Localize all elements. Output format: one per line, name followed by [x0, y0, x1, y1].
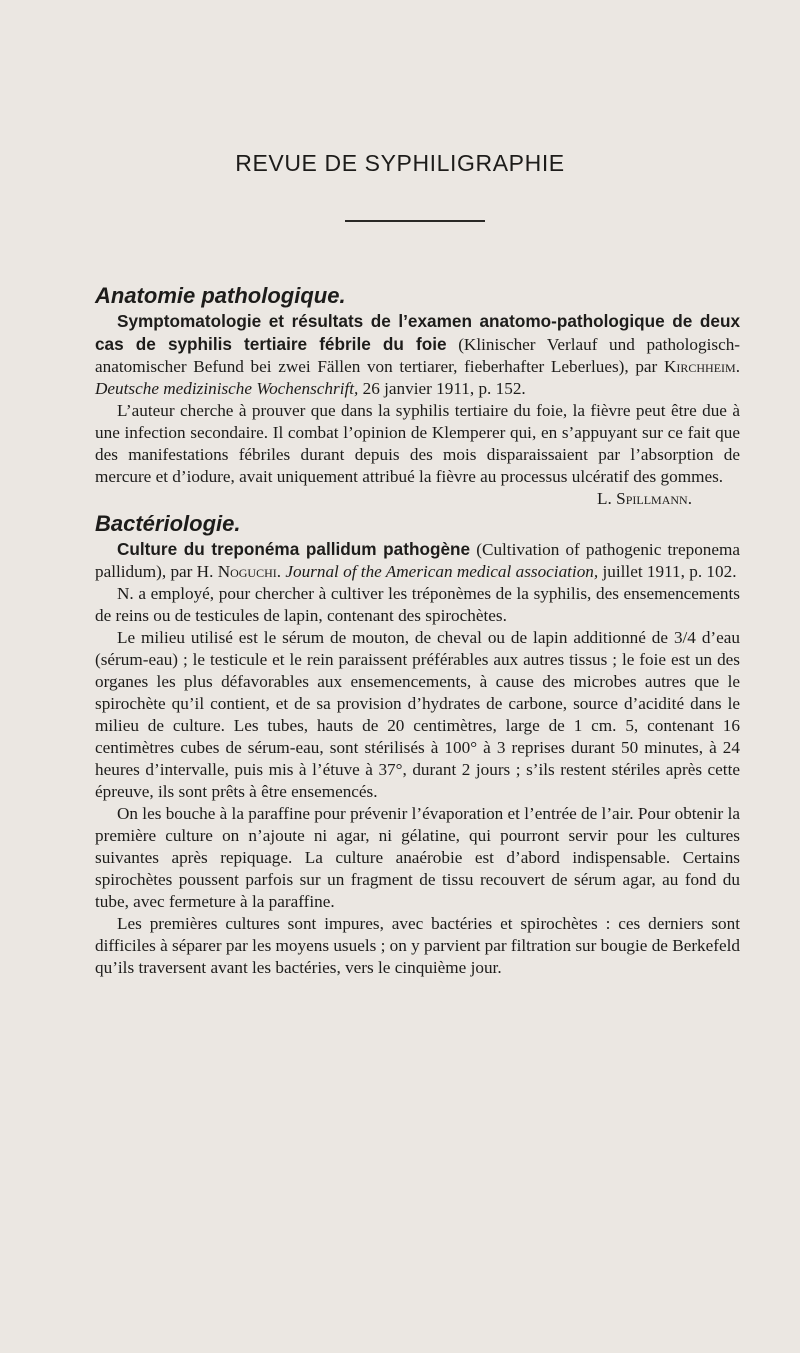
author-name: Kirchheim [663, 357, 736, 376]
body-paragraph: N. a employé, pour chercher à cultiver les tréponèmes de la syphilis, des ensemencements de reins ou de testicules de lapin, contenant des spirochètes. [95, 584, 740, 625]
journal-name: Journal of the American medical association, [285, 562, 599, 581]
section-heading-anatomie: Anatomie pathologique. [95, 283, 346, 308]
article-header-noguchi: Culture du treponéma pallidum pathogène (Cultivation of pathogenic treponema pallidum), par H. Noguchi. Journal of the American medical association, juillet 1911, p. 102. [95, 539, 741, 581]
date-page: 26 janvier 1911, p. 152. [362, 379, 526, 398]
body-paragraph: Les premières cultures sont impures, avec bactéries et spirochètes : ces derniers sont difficiles à séparer par les moyens usuels ; on y parvient par filtration sur bougie de Berkefeld qu’ils traversent avant les bactéries, vers le cinquième jour. [95, 914, 740, 977]
article-body: L’auteur cherche à prouver que dans la syphilis tertiaire du foie, la fièvre peut être due à une infection secondaire. Il combat l’opinion de Klemperer qui, en s’appuyant sur ce fait que des manifestations fébriles durant depuis des mois disparaissaient par l’absorption de mercure et d’iodure, avait uniquement attribué la fièvre au processus ulcératif des gommes. [95, 401, 740, 486]
byline-prefix: , par [624, 357, 664, 376]
section-heading-bacteriologie: Bactériologie. [95, 511, 241, 536]
article-header-kirchheim: Symptomatologie et résultats de l’examen anatomo-pathologique de deux cas de syphilis tertiaire fébrile du foie (Klinischer Verlauf und pathologisch-anatomischer Befund bei zwei Fällen von tertiarer, fieberhafter Leberlues), par Kirchheim. Deutsche medizinische Wochenschrift, 26 janvier 1911, p. 152. [95, 311, 741, 398]
original-title: (Cultivation of pathogenic treponema pallidum) [95, 540, 741, 581]
article-title: Symptomatologie et résultats de l’examen anatomo-pathologique de deux cas de syphilis tertiaire fébrile du foie [95, 311, 740, 354]
body-paragraph: Le milieu utilisé est le sérum de mouton, de cheval ou de lapin additionné de 3/4 d’eau (sérum-eau) ; le testicule et le rein paraissent préférables aux autres tissus ; le foie est un des organes les plus défavorables aux ensemencements, à cause des microbes autres que le spirochète qu’il contient, et de sa provision d’hydrates de carbone, source d’acidité dans le milieu de culture. Les tubes, hauts de 20 centimètres, large de 1 cm. 5, contenant 16 centimètres cubes de sérum-eau, sont stérilisés à 100° à 3 reprises durant 50 minutes, à 24 heures d’intervalle, puis mis à l’étuve à 37°, durant 2 jours ; s’ils restent stériles après cette épreuve, ils sont prêts à être ensemencés. [95, 628, 740, 801]
byline-prefix: , par H. [161, 562, 218, 581]
signature: L. Spillmann. [597, 489, 692, 508]
running-title: REVUE DE SYPHILIGRAPHIE [235, 150, 565, 176]
text-column [95, 282, 740, 979]
journal-name: Deutsche medizinische Wochenschrift, [95, 379, 359, 398]
title-rule [345, 220, 485, 222]
date-page: juillet 1911, p. 102. [602, 562, 737, 581]
author-name: Noguchi [217, 562, 277, 581]
body-paragraph: On les bouche à la paraffine pour prévenir l’évaporation et l’entrée de l’air. Pour obtenir la première culture on n’ajoute ni agar, ni gélatine, qui pourront servir pour les cultures suivantes après repiquage. La culture anaérobie est d’abord indispensable. Certains spirochètes poussent parfois sur un fragment de tissu recouvert de sérum agar, au fond du tube, avec fermeture à la paraffine. [95, 804, 740, 911]
article-title: Culture du treponéma pallidum pathogène [117, 539, 471, 559]
original-title: (Klinischer Verlauf und pathologisch-anatomischer Befund bei zwei Fällen von tertiarer, fieberhafter Leberlues) [95, 335, 741, 376]
